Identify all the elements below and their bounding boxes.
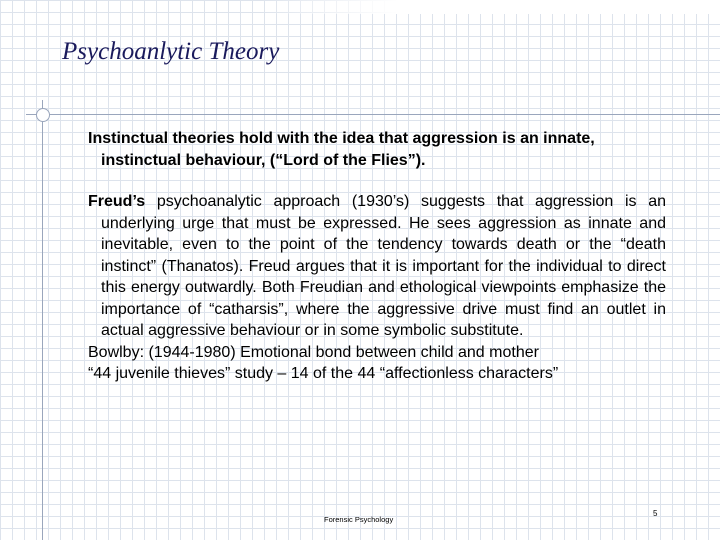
horizontal-rule [26,114,720,115]
vertical-rule [42,100,43,540]
freud-body: psychoanalytic approach (1930’s) suggests that aggression is an underlying urge that must be expressed. He sees aggression as innate and inevitable, even to the point of the tendency towards death or the “death instinct” (Thanatos). Freud argues that it is important for the individual to direct this energy outwardly. Both Freudian and ethological viewpoints emphasize the importance of “catharsis”, where the aggressive drive must find an outlet in actual aggressive behaviour or in some symbolic substitute. [101,193,666,339]
paragraph-instinctual-text: Instinctual theories hold with the idea that aggression is an innate, instinctual behaviour, (“Lord of the Flies”). [88,130,595,169]
freud-lead: Freud’s [88,193,146,210]
page-number: 5 [653,509,658,518]
paragraph-freud [88,191,666,342]
slide-title: Psychoanlytic Theory [62,38,280,65]
paragraph-bowlby: Bowlby: (1944-1980) Emotional bond between child and mother [88,343,539,361]
rule-junction-circle-icon [36,108,50,122]
header-fade [260,0,720,14]
paragraph-instinctual [88,128,666,171]
footer-text: Forensic Psychology [324,515,394,524]
paragraph-juvenile-thieves: “44 juvenile thieves” study – 14 of the 44 “affectionless characters” [88,365,559,382]
slide-body [88,128,666,385]
